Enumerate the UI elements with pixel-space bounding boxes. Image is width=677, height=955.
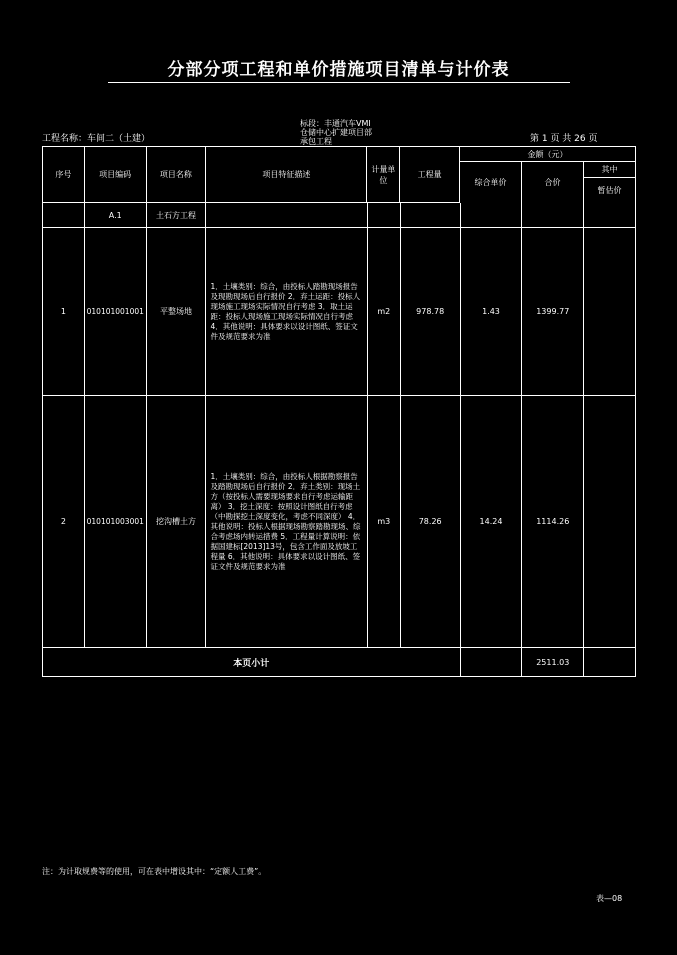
header-right-block <box>300 120 372 147</box>
project-name-label: 工程名称：车间二（土建） <box>42 134 151 144</box>
table-row <box>43 396 635 648</box>
header-amount-subcols <box>460 162 635 203</box>
section-code: A.1 <box>85 203 147 228</box>
footnote: 注：为计取规费等的使用，可在表中增设其中：“定额人工费”。 <box>42 867 267 876</box>
header-amount-title: 金额（元） <box>460 147 635 162</box>
section-unit-price <box>461 203 523 228</box>
header-other: 其中 <box>584 162 635 178</box>
row-unit: m3 <box>368 396 401 648</box>
row-code: 010101001001 <box>85 228 147 396</box>
form-code: 表—08 <box>596 894 623 903</box>
section-other <box>584 203 635 228</box>
subtotal-label: 本页小计 <box>43 648 461 676</box>
header-contract-type: 承包工程 <box>300 137 332 146</box>
page-title: 分部分项工程和单价措施项目清单与计价表 <box>167 60 510 80</box>
row-feature-text: 1．土壤类别：综合，由投标人踏勘现场报告及现勘现场后自行报价 2．弃土运距：投标人现场施工现场实际情况自行考虑 3．取土运距：投标人现场施工现场实际情况自行考虑 4．其他说明：具体要求以设计图纸、签证文件及规范要求为准 <box>210 281 361 341</box>
row-name: 挖沟槽土方 <box>147 396 207 648</box>
row-name: 平整场地 <box>147 228 207 396</box>
table-subtotal-row <box>43 648 635 676</box>
page-number-label: 第 1 页 共 26 页 <box>530 134 598 144</box>
row-quantity: 978.78 <box>401 228 461 396</box>
subtotal-total-price: 2511.03 <box>522 648 584 676</box>
section-feature <box>206 203 367 228</box>
subtotal-unit-price <box>461 648 523 676</box>
row-total-price: 1399.77 <box>522 228 584 396</box>
row-unit-price: 14.24 <box>461 396 523 648</box>
section-seq <box>43 203 85 228</box>
header-unit-price: 综合单价 <box>460 162 522 203</box>
section-quantity <box>401 203 461 228</box>
header-quantity: 工程量 <box>400 147 460 203</box>
table-header-row <box>43 147 635 203</box>
header-feature: 项目特征描述 <box>206 147 367 203</box>
header-other-sub: 暂估价 <box>597 186 622 195</box>
header-code: 项目编码 <box>85 147 147 203</box>
row-feature-text: 1．土壤类别：综合，由投标人根据勘察报告及踏勘现场后自行报价 2．弃土类别：现场土方（按投标人需要现场要求自行考虑运输距离） 3．挖土深度：按照设计图纸自行考虑（中勘探挖土深度变化，考虑不同深度） 4．其他说明：投标人根据现场勘察踏勘现场、综合考虑场内转运措费 5．工程量计算说明：依据国建标[2013]13号，包含工作面及放坡工程量 6．其他说明：具体要求以设计图纸、签证文件及规范要求为准 <box>210 471 361 571</box>
row-unit-price: 1.43 <box>461 228 523 396</box>
header-bid-section: 标段：丰通汽车VMI <box>300 119 371 128</box>
table-section-row <box>43 203 635 228</box>
section-name: 土石方工程 <box>147 203 207 228</box>
header-amount-group <box>460 147 635 203</box>
row-other <box>584 396 635 648</box>
section-unit <box>368 203 401 228</box>
bill-of-quantities-table <box>42 146 636 677</box>
title-underline <box>108 82 570 83</box>
subtotal-other <box>584 648 635 676</box>
header-name: 项目名称 <box>147 147 207 203</box>
row-quantity: 78.26 <box>401 396 461 648</box>
row-total-price: 1114.26 <box>522 396 584 648</box>
section-total-price <box>522 203 584 228</box>
header-seq: 序号 <box>43 147 85 203</box>
row-feature <box>206 396 367 648</box>
header-other-col <box>584 162 635 203</box>
row-code: 010101003001 <box>85 396 147 648</box>
row-feature <box>206 228 367 396</box>
row-seq: 2 <box>43 396 85 648</box>
header-unit: 计量单位 <box>367 147 400 203</box>
header-project-dept: 仓储中心扩建项目部 <box>300 128 372 137</box>
row-unit: m2 <box>368 228 401 396</box>
row-other <box>584 228 635 396</box>
header-total-price: 合价 <box>522 162 584 203</box>
table-row <box>43 228 635 396</box>
row-seq: 1 <box>43 228 85 396</box>
